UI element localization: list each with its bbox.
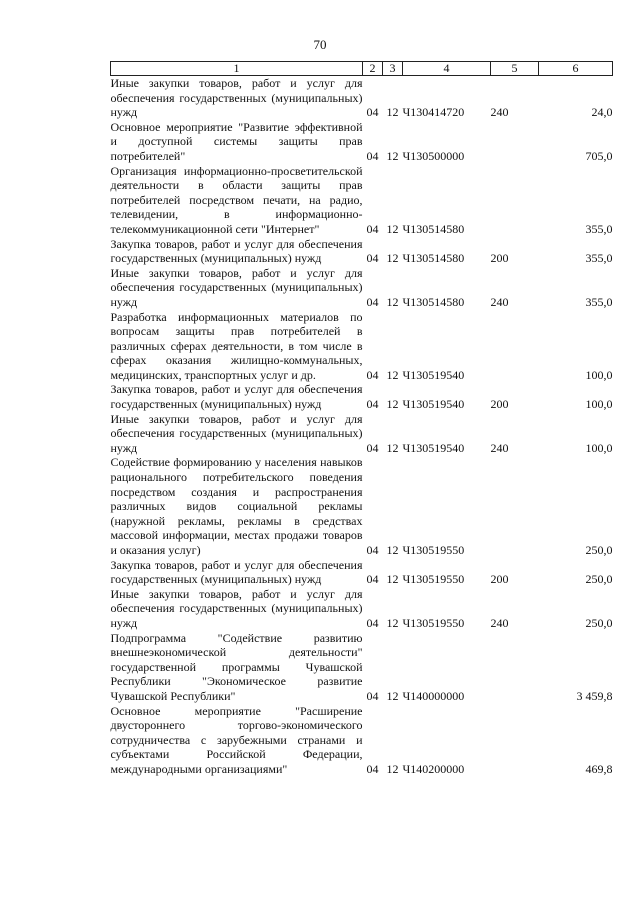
row-name: Основное мероприятие "Развитие эффективной и доступной системы защиты прав потребителей" — [110, 119, 363, 163]
header-col-6: 6 — [539, 62, 613, 76]
table-row — [111, 587, 613, 631]
row-subsection: 12 — [386, 440, 399, 455]
row-subsection: 12 — [386, 615, 399, 630]
row-target-article: Ч130500000 — [402, 148, 465, 163]
row-target-article: Ч130514580 — [402, 221, 465, 236]
row-target-article: Ч130514580 — [402, 294, 465, 309]
row-expense-type — [491, 310, 539, 383]
row-amount: 469,8 — [585, 761, 613, 776]
row-name: Подпрограмма "Содействие развитию внешнеэкономической деятельности" государственной программы Чувашской Республики "Экономическое развитие Чувашской Республики" — [110, 630, 363, 703]
table-row — [111, 704, 613, 777]
row-target-article: Ч130414720 — [402, 105, 465, 120]
row-section: 04 — [366, 294, 379, 309]
row-section: 04 — [366, 761, 379, 776]
row-name: Иные закупки товаров, работ и услуг для обеспечения государственных (муниципальных) нужд — [110, 411, 363, 455]
row-expense-type — [491, 631, 539, 704]
row-amount: 355,0 — [585, 251, 613, 266]
row-subsection: 12 — [386, 572, 399, 587]
row-expense-type: 200 — [490, 251, 509, 266]
header-col-5: 5 — [491, 62, 539, 76]
row-name: Иные закупки товаров, работ и услуг для обеспечения государственных (муниципальных) нужд — [110, 76, 363, 120]
row-amount: 24,0 — [591, 105, 613, 120]
row-subsection: 12 — [386, 397, 399, 412]
row-section: 04 — [366, 543, 379, 557]
row-amount: 100,0 — [585, 367, 613, 382]
row-name: Организация информационно-просветительской деятельности в области защиты прав потребителей посредством печати, на радио, телевидении, в информационно-телекоммуникационной сети "Интернет" — [110, 163, 363, 236]
table-row — [111, 631, 613, 704]
table-row — [111, 164, 613, 237]
row-subsection: 12 — [386, 105, 399, 120]
table-row — [111, 382, 613, 411]
row-section: 04 — [366, 367, 379, 382]
table-row — [111, 412, 613, 456]
row-section: 04 — [366, 105, 379, 120]
header-col-3: 3 — [383, 62, 403, 76]
row-name: Закупка товаров, работ и услуг для обеспечения государственных (муниципальных) нужд — [110, 236, 363, 266]
row-target-article: Ч130519540 — [402, 440, 465, 455]
row-amount: 250,0 — [585, 572, 613, 587]
row-amount: 250,0 — [585, 615, 613, 630]
row-target-article: Ч140000000 — [402, 688, 465, 703]
row-expense-type: 200 — [490, 397, 509, 412]
row-expense-type — [491, 455, 539, 557]
row-expense-type: 200 — [490, 572, 509, 587]
row-expense-type: 240 — [490, 440, 509, 455]
page-number: 70 — [313, 37, 327, 52]
row-subsection: 12 — [386, 251, 399, 266]
row-subsection: 12 — [386, 294, 399, 309]
row-expense-type — [491, 120, 539, 164]
table-row — [111, 310, 613, 383]
row-subsection: 12 — [386, 688, 399, 703]
table-header-row — [111, 62, 613, 76]
header-col-4: 4 — [403, 62, 491, 76]
row-name: Содействие формированию у населения навыков рационального потребительского поведения посредством создания и распространения различных видов социальной рекламы (наружной рекламы, рекламы в средствах массовой информации, местах продажи товаров и оказания услуг) — [110, 455, 363, 557]
row-section: 04 — [366, 221, 379, 236]
row-subsection: 12 — [386, 761, 399, 776]
row-target-article: Ч130519550 — [402, 543, 465, 557]
table-row — [111, 120, 613, 164]
row-name: Основное мероприятие "Расширение двустороннего торгово-экономического сотрудничества с зарубежными странами и субъектами Российской Федерации, международными организациями" — [110, 703, 363, 776]
row-section: 04 — [366, 251, 379, 266]
row-name: Закупка товаров, работ и услуг для обеспечения государственных (муниципальных) нужд — [110, 557, 363, 587]
row-subsection: 12 — [386, 148, 399, 163]
table-row — [111, 76, 613, 120]
row-subsection: 12 — [386, 367, 399, 382]
row-target-article: Ч130519550 — [402, 572, 465, 587]
table-row — [111, 237, 613, 266]
row-expense-type: 240 — [490, 105, 509, 120]
row-section: 04 — [366, 440, 379, 455]
row-section: 04 — [366, 148, 379, 163]
row-amount: 100,0 — [585, 440, 613, 455]
row-target-article: Ч130519540 — [402, 397, 465, 412]
row-name: Иные закупки товаров, работ и услуг для обеспечения государственных (муниципальных) нужд — [110, 265, 363, 309]
row-section: 04 — [366, 688, 379, 703]
header-col-2: 2 — [363, 62, 383, 76]
row-target-article: Ч130519540 — [402, 367, 465, 382]
row-name: Иные закупки товаров, работ и услуг для обеспечения государственных (муниципальных) нужд — [110, 586, 363, 630]
row-target-article: Ч130514580 — [402, 251, 465, 266]
row-target-article: Ч130519550 — [402, 615, 465, 630]
row-amount: 250,0 — [585, 543, 613, 557]
table-row — [111, 455, 613, 557]
row-section: 04 — [366, 572, 379, 587]
row-expense-type — [491, 164, 539, 237]
row-amount: 355,0 — [585, 294, 613, 309]
row-amount: 355,0 — [585, 221, 613, 236]
row-section: 04 — [366, 615, 379, 630]
row-expense-type: 240 — [490, 615, 509, 630]
row-subsection: 12 — [386, 543, 399, 557]
row-subsection: 12 — [386, 221, 399, 236]
table-row — [111, 266, 613, 310]
row-amount: 3 459,8 — [576, 688, 613, 703]
row-name: Разработка информационных материалов по вопросам защиты прав потребителей в различных сферах деятельности, в том числе в сферах оказания жилищно-коммунальных, медицинских, транспортных услуг и др. — [110, 309, 363, 382]
table-row — [111, 558, 613, 587]
row-expense-type — [491, 704, 539, 777]
header-col-1: 1 — [111, 62, 363, 76]
row-expense-type: 240 — [490, 294, 509, 309]
row-name: Закупка товаров, работ и услуг для обеспечения государственных (муниципальных) нужд — [110, 382, 363, 412]
row-target-article: Ч140200000 — [402, 761, 465, 776]
row-section: 04 — [366, 397, 379, 412]
budget-table — [110, 61, 613, 777]
row-amount: 705,0 — [585, 148, 613, 163]
row-amount: 100,0 — [585, 397, 613, 412]
